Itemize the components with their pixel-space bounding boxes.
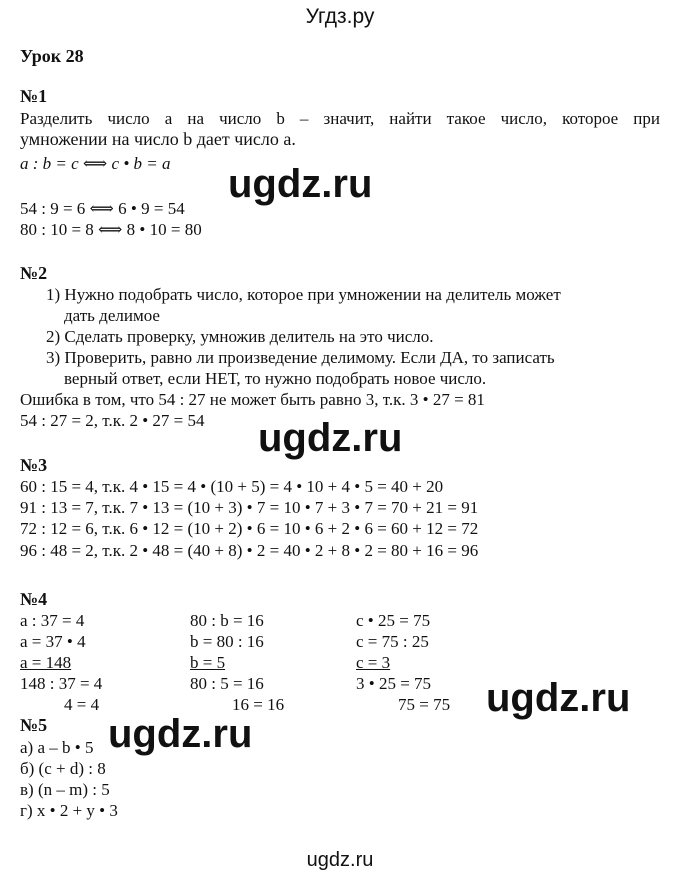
- task4-col3-line: 3 • 25 = 75: [356, 674, 432, 693]
- task4-col2-line: b = 80 : 16: [190, 632, 264, 651]
- task3-line: 91 : 13 = 7, т.к. 7 • 13 = (10 + 3) • 7 = 10 • 7 + 3 • 7 = 70 + 21 = 91: [20, 498, 479, 517]
- task5-item: б) (c + d) : 8: [20, 759, 106, 778]
- task2-step1-line2: дать делимое: [64, 306, 160, 325]
- task2-step1-line1: 1) Нужно подобрать число, которое при умножении на делитель может: [46, 285, 561, 304]
- task4-col1-line: 4 = 4: [64, 695, 100, 714]
- task4-number: №4: [20, 589, 48, 609]
- task5-item: г) x • 2 + y • 3: [20, 801, 118, 820]
- task5-item: а) a – b • 5: [20, 738, 94, 757]
- task2-step2: 2) Сделать проверку, умножив делитель на это число.: [46, 327, 434, 346]
- task4-col1-line: a = 37 • 4: [20, 632, 86, 651]
- task4-col3-line: c = 75 : 25: [356, 632, 429, 651]
- task2-error-note: Ошибка в том, что 54 : 27 не может быть равно 3, т.к. 3 • 27 = 81: [20, 390, 485, 409]
- task3-number: №3: [20, 455, 48, 475]
- task2-number: №2: [20, 263, 48, 283]
- task4-col2-answer: b = 5: [190, 653, 226, 672]
- task4-col3-line: c • 25 = 75: [356, 611, 431, 630]
- task1-example2: 80 : 10 = 8 ⟺ 8 • 10 = 80: [20, 220, 202, 239]
- task1-number: №1: [20, 86, 48, 106]
- task1-rule-line2: умножении на число b дает число a.: [20, 129, 296, 149]
- task4-col2-line: 80 : 5 = 16: [190, 674, 264, 693]
- task2-correct: 54 : 27 = 2, т.к. 2 • 27 = 54: [20, 411, 205, 430]
- task4-col1-answer: a = 148: [20, 653, 72, 672]
- watermark: ugdz.ru: [258, 416, 403, 460]
- task1-example1: 54 : 9 = 6 ⟺ 6 • 9 = 54: [20, 199, 185, 218]
- task2-step3-line2: верный ответ, если НЕТ, то нужно подобрать новое число.: [64, 369, 487, 388]
- task4-col1-line: a : 37 = 4: [20, 611, 85, 630]
- task5-item: в) (n – m) : 5: [20, 780, 110, 799]
- footer-watermark: ugdz.ru: [306, 849, 374, 871]
- watermark: ugdz.ru: [486, 676, 631, 720]
- task3-line: 96 : 48 = 2, т.к. 2 • 48 = (40 + 8) • 2 = 40 • 2 + 8 • 2 = 80 + 16 = 96: [20, 541, 479, 560]
- task4-col3-line: 75 = 75: [398, 695, 451, 714]
- task5-number: №5: [20, 715, 48, 735]
- task1-rule-line1: Разделить число a на число b – значит, найти такое число, которое при: [20, 109, 660, 128]
- task4-col1-line: 148 : 37 = 4: [20, 674, 103, 693]
- task4-col2-line: 16 = 16: [232, 695, 285, 714]
- task3-line: 60 : 15 = 4, т.к. 4 • 15 = 4 • (10 + 5) = 4 • 10 + 4 • 5 = 40 + 20: [20, 477, 444, 496]
- watermark: ugdz.ru: [228, 162, 373, 206]
- site-header: Угдз.ру: [305, 5, 375, 28]
- task1-formula: a : b = c ⟺ c • b = a: [20, 154, 171, 173]
- task3-line: 72 : 12 = 6, т.к. 6 • 12 = (10 + 2) • 6 = 10 • 6 + 2 • 6 = 60 + 12 = 72: [20, 519, 479, 538]
- watermark: ugdz.ru: [108, 712, 253, 756]
- task4-col2-line: 80 : b = 16: [190, 611, 264, 630]
- task2-step3-line1: 3) Проверить, равно ли произведение делимому. Если ДА, то записать: [46, 348, 555, 367]
- lesson-title: Урок 28: [20, 46, 84, 66]
- task4-col3-answer: c = 3: [356, 653, 391, 672]
